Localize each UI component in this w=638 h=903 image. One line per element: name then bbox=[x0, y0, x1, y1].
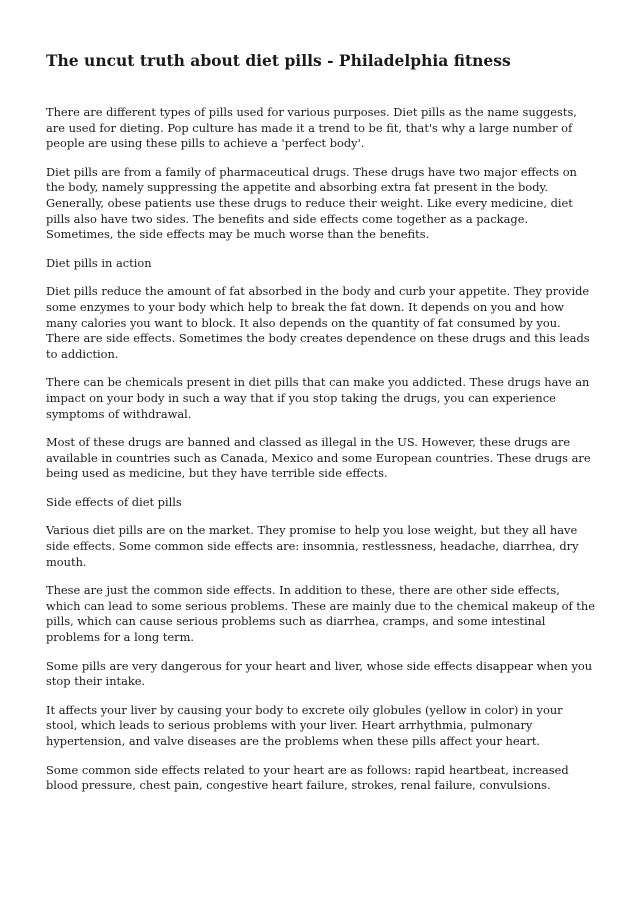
paragraph-pharmaceutical-drugs: Diet pills are from a family of pharmaceutical drugs. These drugs have two major effects on the body, namely suppressing the appetite and absorbing extra fat present in the body. Generally, obese patients use these drugs to reduce their weight. Like every medicine, diet pills also have two sides. The benefits and side effects come together as a package. Sometimes, the side effects may be much worse than the benefits. bbox=[46, 164, 577, 242]
paragraph-heart-liver: Some pills are very dangerous for your heart and liver, whose side effects disappear when you stop their intake. bbox=[46, 658, 593, 689]
paragraph-heart-effects: Some common side effects related to your heart are as follows: rapid heartbeat, increased blood pressure, chest pain, congestive heart failure, strokes, renal failure, convulsions. bbox=[46, 762, 569, 793]
paragraph-addiction: There can be chemicals present in diet pills that can make you addicted. These drugs have an impact on your body in such a way that if you stop taking the drugs, you can experience symptoms of withdrawal. bbox=[46, 375, 590, 421]
paragraph-common-side-effects: Various diet pills are on the market. They promise to help you lose weight, but they all have side effects. Some common side effects are: insomnia, restlessness, headache, diarrhea, dry mouth. bbox=[46, 523, 579, 569]
paragraph-intro: There are different types of pills used for various purposes. Diet pills as the name suggests, are used for dieting. Pop culture has made it a trend to be fit, that's why a large number of people are using these pills to achieve a 'perfect body'. bbox=[46, 105, 577, 151]
document-body bbox=[46, 50, 596, 807]
section-heading-diet-pills-in-action: Diet pills in action bbox=[46, 255, 152, 270]
section-heading-side-effects: Side effects of diet pills bbox=[46, 494, 182, 509]
paragraph-legality: Most of these drugs are banned and classed as illegal in the US. However, these drugs are available in countries such as Canada, Mexico and some European countries. These drugs are being used as medicine, but they have terrible side effects. bbox=[46, 435, 591, 481]
paragraph-liver-effects: It affects your liver by causing your body to excrete oily globules (yellow in color) in your stool, which leads to serious problems with your liver. Heart arrhythmia, pulmonary hypertension, and valve diseases are the problems when these pills affect your heart. bbox=[46, 702, 563, 748]
document-title: The uncut truth about diet pills - Philadelphia fitness bbox=[46, 51, 511, 70]
paragraph-fat-absorption: Diet pills reduce the amount of fat absorbed in the body and curb your appetite. They provide some enzymes to your body which help to break the fat down. It depends on you and how many calories you want to block. It also depends on the quantity of fat consumed by you. There are side effects. Sometimes the body creates dependence on these drugs and this leads to addiction. bbox=[46, 284, 590, 361]
paragraph-serious-problems: These are just the common side effects. In addition to these, there are other side effects, which can lead to some serious problems. These are mainly due to the chemical makeup of the pills, which can cause serious problems such as diarrhea, cramps, and some intestinal problems for a long term. bbox=[46, 583, 595, 645]
